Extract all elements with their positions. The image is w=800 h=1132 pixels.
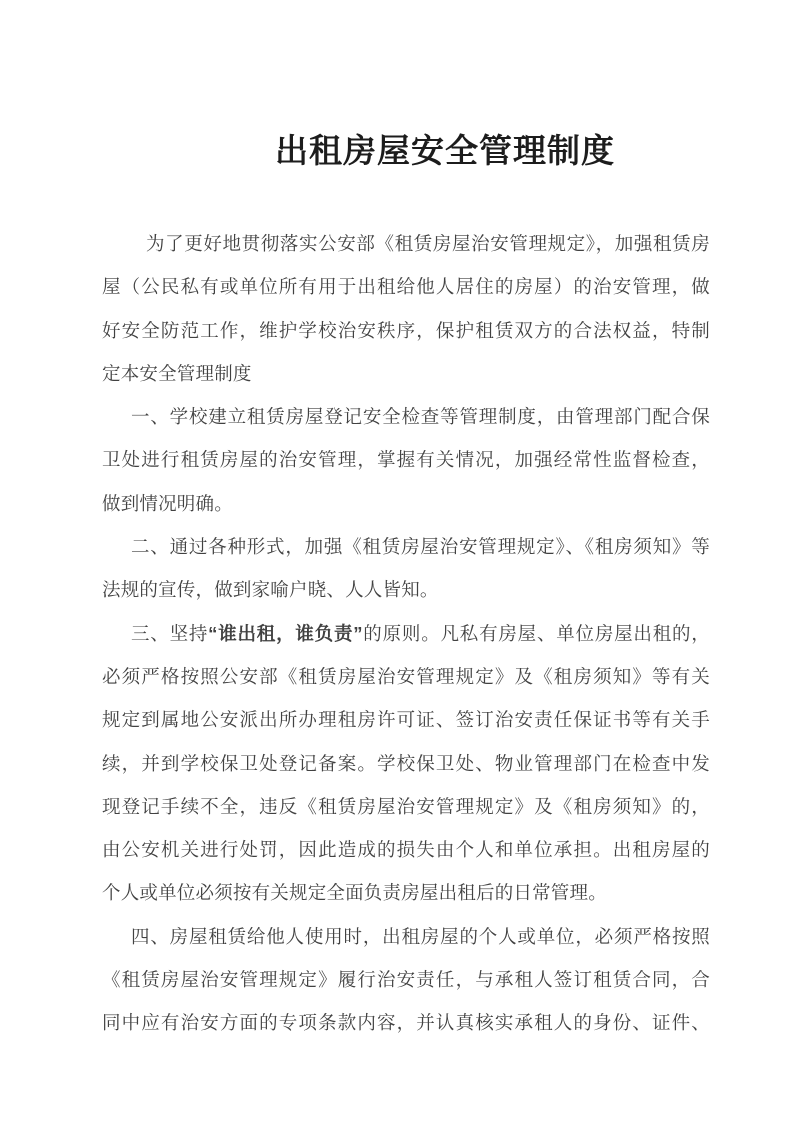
intro-line-1: 为了更好地贯彻落实公安部《租赁房屋治安管理规定》，加强租赁房 bbox=[146, 233, 710, 254]
document-body bbox=[102, 222, 710, 1045]
quoted-principle: “谁出租，谁负责” bbox=[208, 622, 363, 644]
item4-line-1: 四、房屋租赁给他人使用时，出租房屋的个人或单位，必须严格按照 bbox=[131, 925, 710, 947]
item3-line-6: 由公安机关进行处罚，因此造成的损失由个人和单位承担。出租房屋的 bbox=[102, 839, 710, 861]
intro-line-3: 好安全防范工作，维护学校治安秩序，保护租赁双方的合法权益，特制 bbox=[102, 319, 710, 341]
intro-line-2: 屋（公民私有或单位所有用于出租给他人居住的房屋）的治安管理，做 bbox=[102, 276, 710, 298]
document-title: 出租房屋安全管理制度 bbox=[275, 134, 615, 170]
item3-line-1 bbox=[102, 612, 710, 655]
item2-line-2: 法规的宣传，做到家喻户晓、人人皆知。 bbox=[102, 579, 439, 601]
intro-line-4: 定本安全管理制度 bbox=[102, 362, 252, 384]
item4-line-3: 同中应有治安方面的专项条款内容，并认真核实承租人的身份、证件、 bbox=[102, 1012, 710, 1034]
item3-line-3: 规定到属地公安派出所办理租房许可证、签订治安责任保证书等有关手 bbox=[102, 709, 710, 731]
item3-line-4: 续，并到学校保卫处登记备案。学校保卫处、物业管理部门在检查中发 bbox=[102, 752, 710, 774]
text-segment: 的原则。凡私有房屋、单位房屋出租的， bbox=[362, 622, 710, 644]
item1-line-3: 做到情况明确。 bbox=[102, 492, 233, 514]
item3-line-5: 现登记手续不全，违反《租赁房屋治安管理规定》及《租房须知》的， bbox=[102, 795, 710, 817]
item1-line-2: 卫处进行租赁房屋的治安管理，掌握有关情况，加强经常性监督检查， bbox=[102, 449, 710, 471]
item3-line-7: 个人或单位必须按有关规定全面负责房屋出租后的日常管理。 bbox=[102, 882, 607, 904]
item2-line-1: 二、通过各种形式，加强《租赁房屋治安管理规定》、《租房须知》等 bbox=[131, 536, 710, 558]
item1-line-1: 一、学校建立租赁房屋登记安全检查等管理制度，由管理部门配合保 bbox=[131, 406, 710, 428]
item4-line-2: 《租赁房屋治安管理规定》履行治安责任，与承租人签订租赁合同，合 bbox=[102, 969, 710, 991]
item3-line-2: 必须严格按照公安部《租赁房屋治安管理规定》及《租房须知》等有关 bbox=[102, 665, 710, 687]
text-segment: 三、坚持 bbox=[131, 622, 209, 644]
